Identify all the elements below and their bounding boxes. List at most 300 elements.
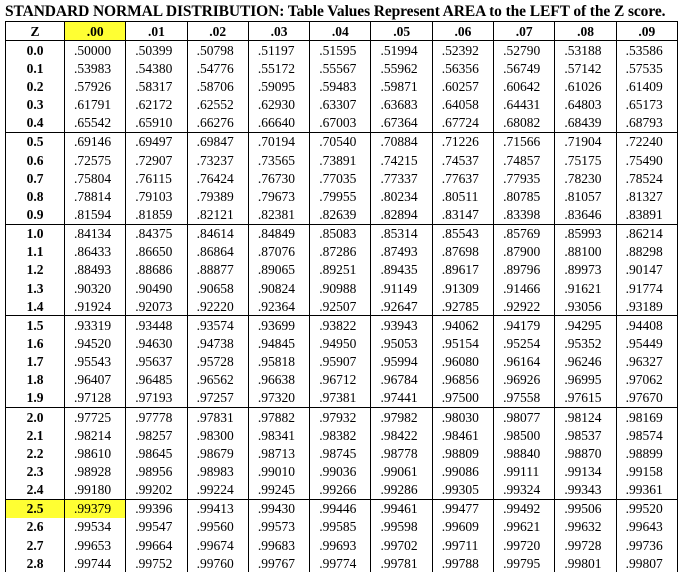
- probability-cell: .53188: [555, 41, 616, 60]
- probability-cell: .99245: [248, 481, 309, 500]
- probability-cell: .81057: [555, 187, 616, 205]
- probability-cell: .95818: [248, 353, 309, 371]
- probability-cell: .89251: [310, 261, 371, 279]
- table-row: [6, 243, 678, 261]
- probability-cell: .97558: [494, 389, 555, 408]
- probability-cell: .84849: [248, 224, 309, 243]
- probability-cell: .81594: [65, 205, 126, 224]
- probability-cell: .52392: [432, 41, 493, 60]
- probability-cell: .99585: [310, 518, 371, 536]
- z-score-cell: 1.5: [6, 316, 65, 335]
- probability-cell: .99361: [616, 481, 677, 500]
- probability-cell: .96712: [310, 371, 371, 389]
- probability-cell: .99621: [494, 518, 555, 536]
- probability-cell: .96246: [555, 353, 616, 371]
- probability-cell: .87493: [371, 243, 432, 261]
- probability-cell: .59871: [371, 77, 432, 95]
- table-row: [6, 426, 678, 444]
- z-score-cell: 2.2: [6, 444, 65, 462]
- z-score-cell: 0.9: [6, 205, 65, 224]
- table-row: [6, 261, 678, 279]
- probability-cell: .76730: [248, 169, 309, 187]
- table-row: [6, 96, 678, 114]
- probability-cell: .69146: [65, 132, 126, 151]
- probability-cell: .99736: [616, 536, 677, 554]
- table-row: [6, 297, 678, 316]
- probability-cell: .82894: [371, 205, 432, 224]
- probability-cell: .98030: [432, 407, 493, 426]
- probability-cell: .93189: [616, 297, 677, 316]
- probability-cell: .99158: [616, 462, 677, 480]
- probability-cell: .99598: [371, 518, 432, 536]
- probability-cell: .99286: [371, 481, 432, 500]
- table-row: [6, 353, 678, 371]
- probability-cell: .95154: [432, 334, 493, 352]
- probability-cell: .98745: [310, 444, 371, 462]
- probability-cell: .96856: [432, 371, 493, 389]
- probability-cell: .99744: [65, 554, 126, 572]
- probability-cell: .99674: [187, 536, 248, 554]
- probability-cell: .99728: [555, 536, 616, 554]
- probability-cell: .99795: [494, 554, 555, 572]
- probability-cell: .67003: [310, 114, 371, 133]
- probability-cell: .97670: [616, 389, 677, 408]
- z-table-header: [6, 22, 678, 41]
- z-score-cell: 0.3: [6, 96, 65, 114]
- probability-cell: .57142: [555, 59, 616, 77]
- z-score-cell: 0.4: [6, 114, 65, 133]
- z-score-cell: 1.9: [6, 389, 65, 408]
- z-score-cell: 2.4: [6, 481, 65, 500]
- table-row: [6, 279, 678, 297]
- probability-cell: .67364: [371, 114, 432, 133]
- probability-cell: .79103: [126, 187, 187, 205]
- z-score-cell: 2.1: [6, 426, 65, 444]
- probability-cell: .98899: [616, 444, 677, 462]
- probability-cell: .77337: [371, 169, 432, 187]
- column-header-z: Z: [6, 22, 65, 41]
- probability-cell: .70194: [248, 132, 309, 151]
- probability-cell: .78814: [65, 187, 126, 205]
- probability-cell: .99061: [371, 462, 432, 480]
- table-row: [6, 205, 678, 224]
- probability-cell: .97615: [555, 389, 616, 408]
- probability-cell: .71904: [555, 132, 616, 151]
- probability-cell: .78230: [555, 169, 616, 187]
- probability-cell: .94295: [555, 316, 616, 335]
- probability-cell: .94520: [65, 334, 126, 352]
- probability-cell: .61791: [65, 96, 126, 114]
- probability-cell: .90490: [126, 279, 187, 297]
- probability-cell: .94630: [126, 334, 187, 352]
- probability-cell: .51994: [371, 41, 432, 60]
- table-row: [6, 536, 678, 554]
- probability-cell: .96926: [494, 371, 555, 389]
- column-header: .00: [65, 22, 126, 41]
- probability-cell: .99752: [126, 554, 187, 572]
- probability-cell: .98300: [187, 426, 248, 444]
- table-row: [6, 444, 678, 462]
- probability-cell: .57535: [616, 59, 677, 77]
- table-row: [6, 518, 678, 536]
- z-score-cell: 0.2: [6, 77, 65, 95]
- probability-cell: .91309: [432, 279, 493, 297]
- probability-cell: .97932: [310, 407, 371, 426]
- probability-cell: .92507: [310, 297, 371, 316]
- probability-cell: .88493: [65, 261, 126, 279]
- probability-cell: .97441: [371, 389, 432, 408]
- probability-cell: .99693: [310, 536, 371, 554]
- probability-cell: .90658: [187, 279, 248, 297]
- probability-cell: .59483: [310, 77, 371, 95]
- table-row: [6, 462, 678, 480]
- probability-cell: .71226: [432, 132, 493, 151]
- probability-cell: .87900: [494, 243, 555, 261]
- probability-cell: .74215: [371, 151, 432, 169]
- probability-cell: .98124: [555, 407, 616, 426]
- probability-cell: .95907: [310, 353, 371, 371]
- probability-cell: .83646: [555, 205, 616, 224]
- probability-cell: .93943: [371, 316, 432, 335]
- probability-cell: .55172: [248, 59, 309, 77]
- probability-cell: .70540: [310, 132, 371, 151]
- probability-cell: .50000: [65, 41, 126, 60]
- probability-cell: .97725: [65, 407, 126, 426]
- probability-cell: .96407: [65, 371, 126, 389]
- probability-cell: .68793: [616, 114, 677, 133]
- probability-cell: .95352: [555, 334, 616, 352]
- probability-cell: .90147: [616, 261, 677, 279]
- probability-cell: .75490: [616, 151, 677, 169]
- probability-cell: .98840: [494, 444, 555, 462]
- probability-cell: .52790: [494, 41, 555, 60]
- probability-cell: .83398: [494, 205, 555, 224]
- z-score-cell: 1.1: [6, 243, 65, 261]
- table-row: [6, 316, 678, 335]
- probability-cell: .91621: [555, 279, 616, 297]
- probability-cell: .98870: [555, 444, 616, 462]
- probability-cell: .93448: [126, 316, 187, 335]
- probability-cell: .99305: [432, 481, 493, 500]
- column-header: .09: [616, 22, 677, 41]
- probability-cell: .97320: [248, 389, 309, 408]
- probability-cell: .92073: [126, 297, 187, 316]
- probability-cell: .90320: [65, 279, 126, 297]
- table-row: [6, 77, 678, 95]
- table-row: [6, 371, 678, 389]
- z-score-cell: 2.3: [6, 462, 65, 480]
- probability-cell: .82121: [187, 205, 248, 224]
- z-score-cell: 0.0: [6, 41, 65, 60]
- probability-cell: .98574: [616, 426, 677, 444]
- probability-cell: .82639: [310, 205, 371, 224]
- probability-cell: .90988: [310, 279, 371, 297]
- probability-cell: .51197: [248, 41, 309, 60]
- probability-cell: .90824: [248, 279, 309, 297]
- probability-cell: .99430: [248, 499, 309, 518]
- probability-cell: .98500: [494, 426, 555, 444]
- probability-cell: .77935: [494, 169, 555, 187]
- probability-cell: .92647: [371, 297, 432, 316]
- probability-cell: .96995: [555, 371, 616, 389]
- probability-cell: .99788: [432, 554, 493, 572]
- probability-cell: .98341: [248, 426, 309, 444]
- probability-cell: .62552: [187, 96, 248, 114]
- probability-cell: .99683: [248, 536, 309, 554]
- probability-cell: .99461: [371, 499, 432, 518]
- probability-cell: .94845: [248, 334, 309, 352]
- probability-cell: .71566: [494, 132, 555, 151]
- z-score-cell: 0.5: [6, 132, 65, 151]
- probability-cell: .96638: [248, 371, 309, 389]
- probability-cell: .97381: [310, 389, 371, 408]
- probability-cell: .96485: [126, 371, 187, 389]
- probability-cell: .89796: [494, 261, 555, 279]
- probability-cell: .98422: [371, 426, 432, 444]
- probability-cell: .99560: [187, 518, 248, 536]
- probability-cell: .76115: [126, 169, 187, 187]
- probability-cell: .99609: [432, 518, 493, 536]
- probability-cell: .98382: [310, 426, 371, 444]
- probability-cell: .99477: [432, 499, 493, 518]
- column-header: .03: [248, 22, 309, 41]
- probability-cell: .96784: [371, 371, 432, 389]
- probability-cell: .99396: [126, 499, 187, 518]
- probability-cell: .63683: [371, 96, 432, 114]
- probability-cell: .50798: [187, 41, 248, 60]
- probability-cell: .99111: [494, 462, 555, 480]
- z-score-cell: 1.7: [6, 353, 65, 371]
- probability-cell: .79955: [310, 187, 371, 205]
- probability-cell: .95543: [65, 353, 126, 371]
- probability-cell: .65910: [126, 114, 187, 133]
- probability-cell: .99774: [310, 554, 371, 572]
- probability-cell: .99520: [616, 499, 677, 518]
- probability-cell: .99324: [494, 481, 555, 500]
- probability-cell: .53983: [65, 59, 126, 77]
- table-row: [6, 41, 678, 60]
- probability-cell: .99664: [126, 536, 187, 554]
- probability-cell: .75804: [65, 169, 126, 187]
- probability-cell: .95449: [616, 334, 677, 352]
- probability-cell: .69847: [187, 132, 248, 151]
- table-row: [6, 389, 678, 408]
- probability-cell: .97062: [616, 371, 677, 389]
- probability-cell: .99767: [248, 554, 309, 572]
- probability-cell: .77637: [432, 169, 493, 187]
- probability-cell: .95053: [371, 334, 432, 352]
- probability-cell: .74857: [494, 151, 555, 169]
- probability-cell: .91149: [371, 279, 432, 297]
- probability-cell: .91924: [65, 297, 126, 316]
- z-score-cell: 2.7: [6, 536, 65, 554]
- probability-cell: .93319: [65, 316, 126, 335]
- probability-cell: .87286: [310, 243, 371, 261]
- probability-cell: .98537: [555, 426, 616, 444]
- probability-cell: .95728: [187, 353, 248, 371]
- probability-cell: .97193: [126, 389, 187, 408]
- probability-cell: .99134: [555, 462, 616, 480]
- probability-cell: .80511: [432, 187, 493, 205]
- probability-cell: .94062: [432, 316, 493, 335]
- z-score-cell: 0.7: [6, 169, 65, 187]
- table-row: [6, 334, 678, 352]
- probability-cell: .99653: [65, 536, 126, 554]
- probability-cell: .94738: [187, 334, 248, 352]
- column-header: .04: [310, 22, 371, 41]
- probability-cell: .96327: [616, 353, 677, 371]
- probability-cell: .95637: [126, 353, 187, 371]
- probability-cell: .63307: [310, 96, 371, 114]
- column-header: .01: [126, 22, 187, 41]
- probability-cell: .98257: [126, 426, 187, 444]
- probability-cell: .99343: [555, 481, 616, 500]
- z-score-cell: 1.3: [6, 279, 65, 297]
- probability-cell: .97128: [65, 389, 126, 408]
- probability-cell: .66640: [248, 114, 309, 133]
- probability-cell: .97257: [187, 389, 248, 408]
- probability-cell: .92364: [248, 297, 309, 316]
- table-row: [6, 151, 678, 169]
- probability-cell: .99781: [371, 554, 432, 572]
- table-row: [6, 169, 678, 187]
- probability-cell: .96080: [432, 353, 493, 371]
- probability-cell: .67724: [432, 114, 493, 133]
- probability-cell: .99413: [187, 499, 248, 518]
- probability-cell: .92220: [187, 297, 248, 316]
- probability-cell: .84614: [187, 224, 248, 243]
- probability-cell: .93574: [187, 316, 248, 335]
- probability-cell: .99266: [310, 481, 371, 500]
- probability-cell: .79673: [248, 187, 309, 205]
- probability-cell: .99180: [65, 481, 126, 500]
- probability-cell: .99547: [126, 518, 187, 536]
- probability-cell: .77035: [310, 169, 371, 187]
- probability-cell: .99643: [616, 518, 677, 536]
- column-header: .06: [432, 22, 493, 41]
- probability-cell: .79389: [187, 187, 248, 205]
- z-score-cell: 0.8: [6, 187, 65, 205]
- z-score-cell: 1.0: [6, 224, 65, 243]
- probability-cell: .75175: [555, 151, 616, 169]
- table-row: [6, 187, 678, 205]
- probability-cell: .98610: [65, 444, 126, 462]
- column-header: .05: [371, 22, 432, 41]
- probability-cell: .81327: [616, 187, 677, 205]
- probability-cell: .93822: [310, 316, 371, 335]
- probability-cell: .98169: [616, 407, 677, 426]
- probability-cell: .83891: [616, 205, 677, 224]
- z-table-body: [6, 41, 678, 572]
- z-score-cell: 2.8: [6, 554, 65, 572]
- z-score-cell: 0.6: [6, 151, 65, 169]
- probability-cell: .80234: [371, 187, 432, 205]
- probability-cell: .99224: [187, 481, 248, 500]
- table-row: [6, 59, 678, 77]
- probability-cell: .98956: [126, 462, 187, 480]
- table-row: [6, 407, 678, 426]
- probability-cell: .86864: [187, 243, 248, 261]
- probability-cell: .78524: [616, 169, 677, 187]
- probability-cell: .66276: [187, 114, 248, 133]
- probability-cell: .97882: [248, 407, 309, 426]
- probability-cell: .68439: [555, 114, 616, 133]
- table-row: [6, 481, 678, 500]
- probability-cell: .51595: [310, 41, 371, 60]
- probability-cell: .99807: [616, 554, 677, 572]
- probability-cell: .61409: [616, 77, 677, 95]
- probability-cell: .98077: [494, 407, 555, 426]
- probability-cell: .98713: [248, 444, 309, 462]
- table-row: [6, 132, 678, 151]
- probability-cell: .97778: [126, 407, 187, 426]
- probability-cell: .92922: [494, 297, 555, 316]
- probability-cell: .93699: [248, 316, 309, 335]
- table-row: [6, 114, 678, 133]
- probability-cell: .73237: [187, 151, 248, 169]
- probability-cell: .56749: [494, 59, 555, 77]
- probability-cell: .97831: [187, 407, 248, 426]
- z-score-cell: 2.6: [6, 518, 65, 536]
- probability-cell: .98809: [432, 444, 493, 462]
- probability-cell: .89065: [248, 261, 309, 279]
- probability-cell: .99202: [126, 481, 187, 500]
- probability-cell: .99086: [432, 462, 493, 480]
- probability-cell: .89973: [555, 261, 616, 279]
- probability-cell: .85543: [432, 224, 493, 243]
- probability-cell: .73565: [248, 151, 309, 169]
- probability-cell: .98679: [187, 444, 248, 462]
- probability-cell: .76424: [187, 169, 248, 187]
- probability-cell: .80785: [494, 187, 555, 205]
- probability-cell: .87698: [432, 243, 493, 261]
- probability-cell: .99379: [65, 499, 126, 518]
- z-table: [5, 21, 678, 572]
- z-score-cell: 0.1: [6, 59, 65, 77]
- probability-cell: .64431: [494, 96, 555, 114]
- probability-cell: .94408: [616, 316, 677, 335]
- probability-cell: .59095: [248, 77, 309, 95]
- probability-cell: .84375: [126, 224, 187, 243]
- probability-cell: .68082: [494, 114, 555, 133]
- probability-cell: .58706: [187, 77, 248, 95]
- probability-cell: .99760: [187, 554, 248, 572]
- probability-cell: .53586: [616, 41, 677, 60]
- probability-cell: .54380: [126, 59, 187, 77]
- probability-cell: .69497: [126, 132, 187, 151]
- probability-cell: .83147: [432, 205, 493, 224]
- probability-cell: .96164: [494, 353, 555, 371]
- probability-cell: .99702: [371, 536, 432, 554]
- probability-cell: .60642: [494, 77, 555, 95]
- probability-cell: .88877: [187, 261, 248, 279]
- probability-cell: .98778: [371, 444, 432, 462]
- probability-cell: .91774: [616, 279, 677, 297]
- table-row: [6, 499, 678, 518]
- z-score-cell: 1.2: [6, 261, 65, 279]
- probability-cell: .93056: [555, 297, 616, 316]
- probability-cell: .62172: [126, 96, 187, 114]
- probability-cell: .99446: [310, 499, 371, 518]
- probability-cell: .72907: [126, 151, 187, 169]
- table-title: STANDARD NORMAL DISTRIBUTION: Table Values Represent AREA to the LEFT of the Z score.: [5, 3, 666, 20]
- probability-cell: .88686: [126, 261, 187, 279]
- z-score-cell: 1.6: [6, 334, 65, 352]
- probability-cell: .97500: [432, 389, 493, 408]
- probability-cell: .89435: [371, 261, 432, 279]
- probability-cell: .95994: [371, 353, 432, 371]
- header-row: [6, 22, 678, 41]
